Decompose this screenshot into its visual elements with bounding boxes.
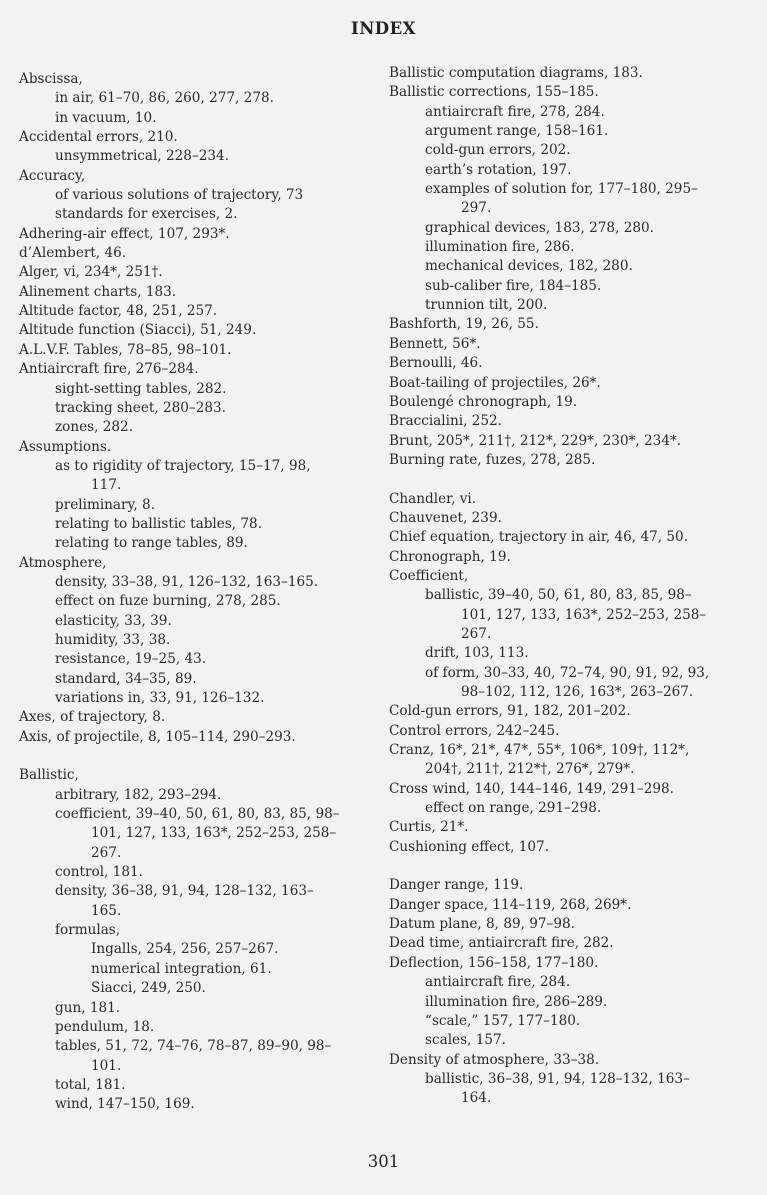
index-subentry: cold-gun errors, 202. bbox=[425, 142, 571, 159]
index-subentry: total, 181. bbox=[55, 1076, 126, 1093]
index-entry: Chauvenet, 239. bbox=[389, 509, 502, 526]
index-subentry: standards for exercises, 2. bbox=[55, 206, 238, 223]
index-continuation: Siacci, 249, 250. bbox=[91, 980, 206, 997]
index-entry: Dead time, antiaircraft fire, 282. bbox=[389, 935, 614, 952]
index-subentry: sub-caliber fire, 184–185. bbox=[425, 277, 602, 294]
index-subentry: of form, 30–33, 40, 72–74, 90, 91, 92, 93, bbox=[425, 664, 710, 681]
index-continuation: 117. bbox=[91, 477, 122, 494]
index-subentry: effect on range, 291–298. bbox=[425, 800, 602, 817]
index-subentry: preliminary, 8. bbox=[55, 496, 156, 513]
index-entry: Control errors, 242–245. bbox=[389, 722, 560, 739]
index-entry: Bernoulli, 46. bbox=[389, 355, 483, 372]
index-entry: Abscissa, bbox=[19, 71, 83, 87]
index-entry: Assumptions. bbox=[19, 438, 112, 455]
index-entry: Boat-tailing of projectiles, 26*. bbox=[389, 374, 601, 391]
index-entry: Altitude factor, 48, 251, 257. bbox=[19, 303, 218, 320]
index-entry: Alinement charts, 183. bbox=[19, 283, 177, 300]
index-subentry: density, 36–38, 91, 94, 128–132, 163– bbox=[55, 883, 314, 900]
index-entry: Braccialini, 252. bbox=[389, 413, 502, 430]
index-entry: Antiaircraft fire, 276–284. bbox=[19, 361, 199, 378]
index-subentry: in air, 61–70, 86, 260, 277, 278. bbox=[55, 90, 274, 107]
index-subentry: relating to ballistic tables, 78. bbox=[55, 515, 263, 532]
index-subentry: “scale,” 157, 177–180. bbox=[425, 1012, 581, 1029]
index-subentry: argument range, 158–161. bbox=[425, 123, 609, 140]
index-continuation: 101, 127, 133, 163*, 252–253, 258– bbox=[461, 606, 707, 623]
index-subentry: relating to range tables, 89. bbox=[55, 535, 248, 552]
section-gap bbox=[19, 747, 374, 766]
index-entry: Atmosphere, bbox=[19, 554, 107, 571]
index-continuation: Ingalls, 254, 256, 257–267. bbox=[91, 941, 279, 958]
index-subentry: resistance, 19–25, 43. bbox=[55, 651, 207, 668]
page-number: 301 bbox=[367, 1152, 400, 1171]
index-subentry: coefficient, 39–40, 50, 61, 80, 83, 85, 98– bbox=[55, 806, 340, 823]
index-subentry: pendulum, 18. bbox=[55, 1018, 155, 1035]
index-entry: Coefficient, bbox=[389, 567, 469, 584]
index-column-right bbox=[389, 64, 759, 1109]
index-entry: Danger range, 119. bbox=[389, 877, 524, 894]
index-entry: Cross wind, 140, 144–146, 149, 291–298. bbox=[389, 780, 674, 797]
index-subentry: in vacuum, 10. bbox=[55, 109, 157, 126]
index-entry: Brunt, 205*, 211†, 212*, 229*, 230*, 234*. bbox=[389, 432, 682, 449]
index-entry: Alger, vi, 234*, 251†. bbox=[19, 264, 163, 281]
index-subentry: earth’s rotation, 197. bbox=[425, 161, 572, 178]
index-subentry: wind, 147–150, 169. bbox=[55, 1096, 195, 1113]
index-subentry: antiaircraft fire, 284. bbox=[425, 974, 571, 991]
index-entry: Bashforth, 19, 26, 55. bbox=[389, 316, 539, 333]
index-column-left bbox=[19, 70, 374, 1115]
index-entry: Axis, of projectile, 8, 105–114, 290–293. bbox=[19, 728, 296, 745]
index-continuation: 267. bbox=[461, 625, 492, 642]
index-entry: Burning rate, fuzes, 278, 285. bbox=[389, 451, 596, 468]
index-subentry: 204†, 211†, 212*†, 276*, 279*. bbox=[425, 761, 635, 778]
index-continuation: 101. bbox=[91, 1057, 122, 1074]
index-entry: Cranz, 16*, 21*, 47*, 55*, 106*, 109†, 112*, bbox=[389, 742, 690, 759]
index-entry: Cushioning effect, 107. bbox=[389, 838, 550, 855]
index-subentry: variations in, 33, 91, 126–132. bbox=[55, 690, 265, 706]
index-entry: A.L.V.F. Tables, 78–85, 98–101. bbox=[19, 341, 232, 358]
index-entry: Ballistic computation diagrams, 183. bbox=[389, 65, 643, 81]
index-entry: Bennett, 56*. bbox=[389, 335, 481, 352]
index-subentry: density, 33–38, 91, 126–132, 163–165. bbox=[55, 573, 319, 590]
index-continuation: 164. bbox=[461, 1090, 492, 1107]
index-subentry: unsymmetrical, 228–234. bbox=[55, 148, 230, 165]
index-subentry: standard, 34–35, 89. bbox=[55, 670, 197, 687]
index-entry: Danger space, 114–119, 268, 269*. bbox=[389, 896, 632, 913]
index-entry: Altitude function (Siacci), 51, 249. bbox=[19, 322, 257, 339]
index-continuation: 101, 127, 133, 163*, 252–253, 258– bbox=[91, 825, 337, 842]
index-subentry: elasticity, 33, 39. bbox=[55, 612, 172, 629]
index-subentry: scales, 157. bbox=[425, 1032, 506, 1049]
index-subentry: control, 181. bbox=[55, 864, 143, 881]
index-continuation: 98–102, 112, 126, 163*, 263–267. bbox=[461, 684, 694, 700]
index-entry: Chief equation, trajectory in air, 46, 47, 50. bbox=[389, 529, 689, 546]
index-entry: Deflection, 156–158, 177–180. bbox=[389, 954, 599, 971]
index-subentry: tables, 51, 72, 74–76, 78–87, 89–90, 98– bbox=[55, 1038, 332, 1055]
index-subentry: examples of solution for, 177–180, 295– bbox=[425, 181, 698, 198]
index-subentry: graphical devices, 183, 278, 280. bbox=[425, 219, 654, 236]
index-subentry: antiaircraft fire, 278, 284. bbox=[425, 103, 605, 120]
index-entry: Datum plane, 8, 89, 97–98. bbox=[389, 916, 575, 933]
index-entry: Axes, of trajectory, 8. bbox=[19, 709, 166, 726]
index-entry: Ballistic, bbox=[19, 767, 79, 784]
index-subentry: sight-setting tables, 282. bbox=[55, 380, 227, 397]
index-continuation: 267. bbox=[91, 844, 122, 861]
section-gap bbox=[389, 857, 759, 876]
index-subentry: gun, 181. bbox=[55, 999, 121, 1016]
index-subentry: formulas, bbox=[55, 922, 121, 939]
index-subentry: zones, 282. bbox=[55, 419, 134, 436]
index-continuation: 165. bbox=[91, 902, 122, 919]
index-continuation: numerical integration, 61. bbox=[91, 960, 272, 977]
index-entry: d’Alembert, 46. bbox=[19, 245, 127, 262]
index-subentry: tracking sheet, 280–283. bbox=[55, 399, 226, 416]
index-subentry: drift, 103, 113. bbox=[425, 645, 529, 662]
index-subentry: ballistic, 39–40, 50, 61, 80, 83, 85, 98– bbox=[425, 587, 692, 604]
index-entry: Chandler, vi. bbox=[389, 490, 477, 507]
index-entry: Accuracy, bbox=[19, 167, 86, 184]
index-subentry: effect on fuze burning, 278, 285. bbox=[55, 593, 281, 610]
index-entry: Boulengé chronograph, 19. bbox=[389, 393, 578, 410]
index-subentry: humidity, 33, 38. bbox=[55, 631, 171, 648]
index-subentry: as to rigidity of trajectory, 15–17, 98, bbox=[55, 457, 311, 474]
index-entry: Adhering-air effect, 107, 293*. bbox=[19, 225, 230, 242]
page-title: INDEX bbox=[351, 19, 416, 38]
index-subentry: ballistic, 36–38, 91, 94, 128–132, 163– bbox=[425, 1070, 690, 1087]
index-subentry: mechanical devices, 182, 280. bbox=[425, 258, 633, 275]
index-entry: Cold-gun errors, 91, 182, 201–202. bbox=[389, 703, 631, 720]
index-subentry: illumination fire, 286. bbox=[425, 239, 575, 256]
index-entry: Ballistic corrections, 155–185. bbox=[389, 84, 599, 101]
index-subentry: trunnion tilt, 200. bbox=[425, 297, 548, 314]
index-continuation: 297. bbox=[461, 200, 492, 217]
index-subentry: illumination fire, 286–289. bbox=[425, 993, 608, 1010]
index-entry: Density of atmosphere, 33–38. bbox=[389, 1051, 600, 1068]
index-entry: Curtis, 21*. bbox=[389, 819, 469, 836]
index-entry: Accidental errors, 210. bbox=[19, 129, 178, 146]
index-subentry: of various solutions of trajectory, 73 bbox=[55, 187, 304, 204]
index-entry: Chronograph, 19. bbox=[389, 548, 511, 565]
section-gap bbox=[389, 470, 759, 489]
index-subentry: arbitrary, 182, 293–294. bbox=[55, 786, 222, 803]
